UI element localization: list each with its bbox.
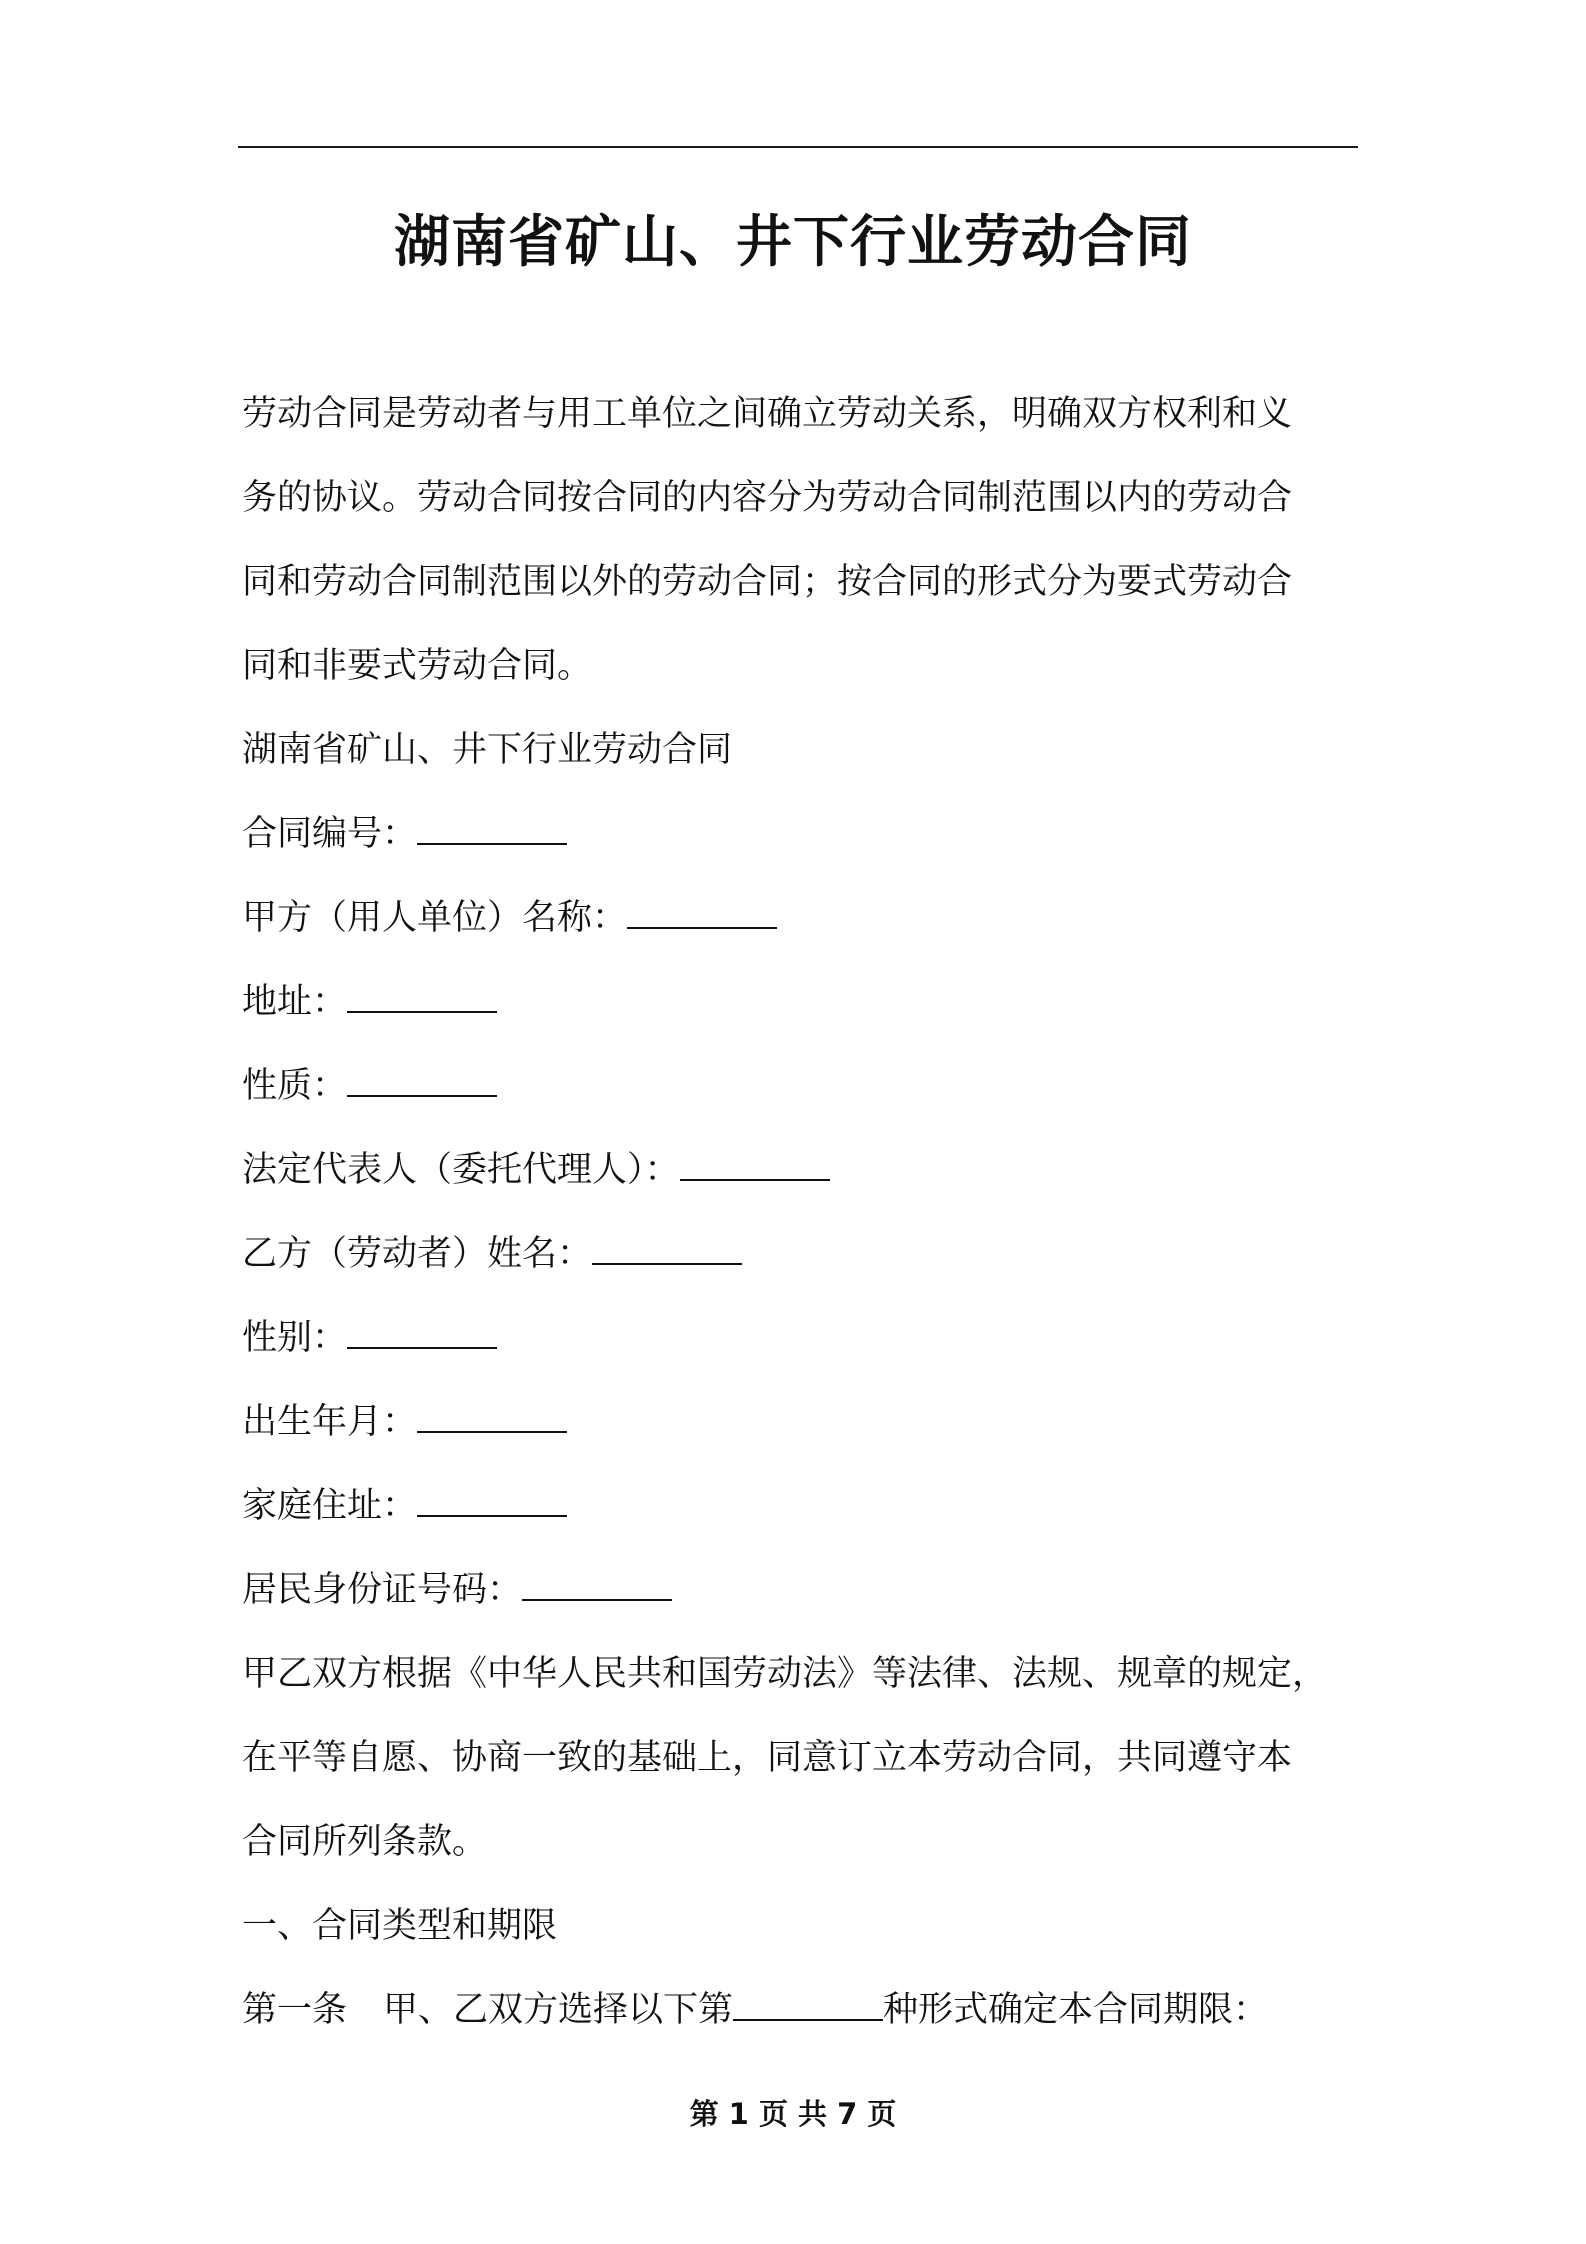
- intro-line: 务的协议。劳动合同按合同的内容分为劳动合同制范围以内的劳动合: [242, 478, 1293, 518]
- field-label: 合同编号：: [242, 814, 418, 854]
- article-label: 第一条: [242, 1990, 348, 2030]
- contract-subtitle: 湖南省矿山、井下行业劳动合同: [242, 730, 733, 770]
- page-number: 第 1 页 共 7 页: [689, 2097, 897, 2131]
- fill-blank[interactable]: [417, 1485, 567, 1517]
- section-heading: 一、合同类型和期限: [242, 1906, 558, 1946]
- field-employer-name: [242, 876, 1382, 960]
- fill-blank[interactable]: [733, 1989, 883, 2021]
- field-gender: [242, 1296, 1382, 1380]
- field-nature: [242, 1044, 1382, 1128]
- field-label: 性别：: [242, 1318, 348, 1358]
- field-label: 性质：: [242, 1066, 348, 1106]
- fill-blank[interactable]: [627, 897, 777, 929]
- document-body: [242, 372, 1382, 2052]
- field-address: [242, 960, 1382, 1044]
- field-employee-name: [242, 1212, 1382, 1296]
- fill-blank[interactable]: [680, 1149, 830, 1181]
- field-birth-date: [242, 1380, 1382, 1464]
- agreement-line: 甲乙双方根据《中华人民共和国劳动法》等法律、法规、规章的规定，: [242, 1654, 1328, 1694]
- article-one: [242, 1968, 1382, 2052]
- fill-blank[interactable]: [417, 813, 567, 845]
- fill-blank[interactable]: [347, 1065, 497, 1097]
- field-home-address: [242, 1464, 1382, 1548]
- intro-line: 同和劳动合同制范围以外的劳动合同；按合同的形式分为要式劳动合: [242, 562, 1293, 602]
- article-text-before: 甲、乙双方选择以下第: [383, 1990, 734, 2030]
- field-label: 出生年月：: [242, 1402, 418, 1442]
- field-label: 家庭住址：: [242, 1486, 418, 1526]
- intro-line: 同和非要式劳动合同。: [242, 646, 593, 686]
- field-label: 法定代表人（委托代理人）：: [242, 1150, 680, 1190]
- fill-blank[interactable]: [347, 1317, 497, 1349]
- field-label: 乙方（劳动者）姓名：: [242, 1234, 593, 1274]
- fill-blank[interactable]: [347, 981, 497, 1013]
- field-id-number: [242, 1548, 1382, 1632]
- fill-blank[interactable]: [417, 1401, 567, 1433]
- field-contract-number: [242, 792, 1382, 876]
- fill-blank[interactable]: [522, 1569, 672, 1601]
- agreement-line: 合同所列条款。: [242, 1822, 488, 1862]
- intro-line: 劳动合同是劳动者与用工单位之间确立劳动关系，明确双方权利和义: [242, 394, 1293, 434]
- field-label: 居民身份证号码：: [242, 1570, 523, 1610]
- agreement-line: 在平等自愿、协商一致的基础上，同意订立本劳动合同，共同遵守本: [242, 1738, 1293, 1778]
- field-label: 地址：: [242, 982, 348, 1022]
- header-rule: [238, 146, 1358, 148]
- field-legal-representative: [242, 1128, 1382, 1212]
- field-label: 甲方（用人单位）名称：: [242, 898, 628, 938]
- document-title: 湖南省矿山、井下行业劳动合同: [394, 210, 1192, 275]
- fill-blank[interactable]: [592, 1233, 742, 1265]
- article-text-after: 种形式确定本合同期限：: [883, 1990, 1269, 2030]
